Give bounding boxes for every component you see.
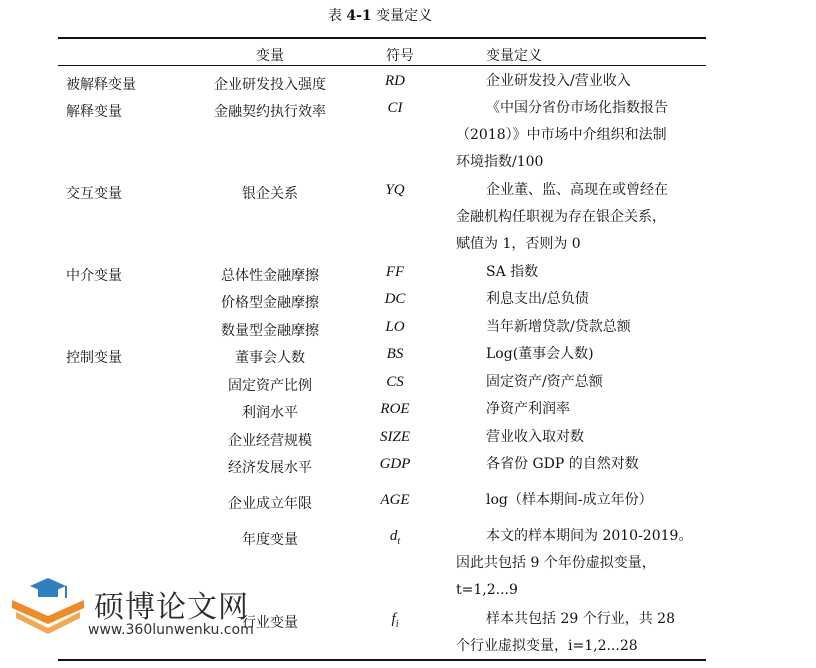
table-caption: 表 4-1 变量定义 [327, 8, 433, 24]
row-symbol: RD [385, 73, 405, 89]
definition-line: log（样本期间-成立年份） [486, 492, 653, 508]
definition-line: 固定资产/资产总额 [486, 374, 603, 390]
graduation-book-icon [8, 576, 86, 636]
row-definition [456, 314, 706, 341]
row-definition [456, 424, 706, 451]
header-symbol: 符号 [386, 48, 414, 64]
top-rule [58, 37, 706, 39]
row-variable: 金融契约执行效率 [214, 104, 326, 120]
row-variable: 总体性金融摩擦 [221, 268, 319, 284]
row-category: 交互变量 [66, 186, 122, 202]
definition-line: Log(董事会人数) [486, 346, 594, 362]
row-variable: 企业经营规模 [228, 433, 312, 449]
row-variable: 经济发展水平 [228, 460, 312, 476]
definition-line: 营业收入取对数 [486, 429, 584, 445]
definition-line: 净资产利润率 [486, 401, 570, 417]
definition-line: 样本共包括 29 个行业，共 28 [486, 611, 675, 627]
row-symbol: DC [384, 291, 406, 307]
definition-line: 个行业虚拟变量，i=1,2...28 [456, 638, 638, 654]
row-definition [456, 606, 706, 660]
row-definition [456, 341, 706, 368]
row-definition [456, 259, 706, 286]
row-symbol: LO [385, 319, 405, 335]
row-definition [456, 177, 706, 258]
definition-line: 各省份 GDP 的自然对数 [486, 456, 639, 472]
header-rule [58, 65, 706, 66]
row-category: 被解释变量 [66, 77, 136, 93]
row-category: 解释变量 [66, 104, 122, 120]
row-definition [456, 487, 706, 514]
row-variable: 利润水平 [242, 405, 298, 421]
row-symbol: FF [385, 264, 405, 280]
row-symbol: AGE [380, 492, 410, 508]
row-variable: 企业研发投入强度 [214, 77, 326, 93]
row-symbol: BS [386, 346, 404, 362]
row-variable: 年度变量 [242, 532, 298, 548]
watermark-title: 硕博论文网 [94, 590, 249, 625]
row-definition [456, 396, 706, 423]
row-symbol: YQ [385, 182, 405, 198]
row-category: 中介变量 [66, 268, 122, 284]
definition-line: 利息支出/总负债 [486, 291, 589, 307]
row-definition [456, 68, 706, 95]
definition-line: 企业董、监、高现在或曾经在 [486, 182, 668, 198]
row-symbol: $d_t$ [389, 528, 401, 547]
row-variable: 董事会人数 [235, 350, 305, 366]
row-definition [456, 451, 706, 478]
definition-line: 企业研发投入/营业收入 [486, 73, 631, 89]
watermark-url: www.360lunwenku.com [88, 622, 254, 638]
row-variable: 企业成立年限 [228, 496, 312, 512]
row-variable: 数量型金融摩擦 [221, 323, 319, 339]
row-variable: 价格型金融摩擦 [221, 295, 319, 311]
row-definition [456, 369, 706, 396]
definition-line: 赋值为 1，否则为 0 [456, 236, 581, 252]
definition-line: SA 指数 [486, 264, 539, 280]
row-variable: 固定资产比例 [228, 378, 312, 394]
row-symbol: ROE [380, 401, 410, 417]
definition-line: （2018）》中市场中介组织和法制 [456, 127, 667, 143]
row-symbol: SIZE [380, 429, 410, 445]
site-watermark [8, 572, 268, 642]
definition-line: 本文的样本期间为 2010-2019。 [486, 528, 693, 544]
row-symbol: CS [386, 374, 404, 390]
row-symbol: CI [387, 100, 403, 116]
row-symbol: $f_i$ [391, 611, 399, 630]
definition-line: 金融机构任职视为存在银企关系， [456, 209, 666, 225]
header-variable: 变量 [256, 48, 284, 64]
header-definition: 变量定义 [486, 48, 542, 64]
row-definition [456, 95, 706, 176]
row-definition [456, 523, 706, 604]
row-definition [456, 286, 706, 313]
row-variable: 银企关系 [242, 186, 298, 202]
definition-line: 环境指数/100 [456, 154, 544, 170]
definition-line: 因此共包括 9 个年份虚拟变量， [456, 555, 656, 571]
row-variable: 行业变量 [242, 615, 298, 631]
definition-line: t=1,2...9 [456, 582, 518, 598]
row-category: 控制变量 [66, 350, 122, 366]
row-symbol: GDP [379, 456, 411, 472]
definition-line: 当年新增贷款/贷款总额 [486, 319, 631, 335]
definition-line: 《中国分省份市场化指数报告 [486, 100, 668, 116]
